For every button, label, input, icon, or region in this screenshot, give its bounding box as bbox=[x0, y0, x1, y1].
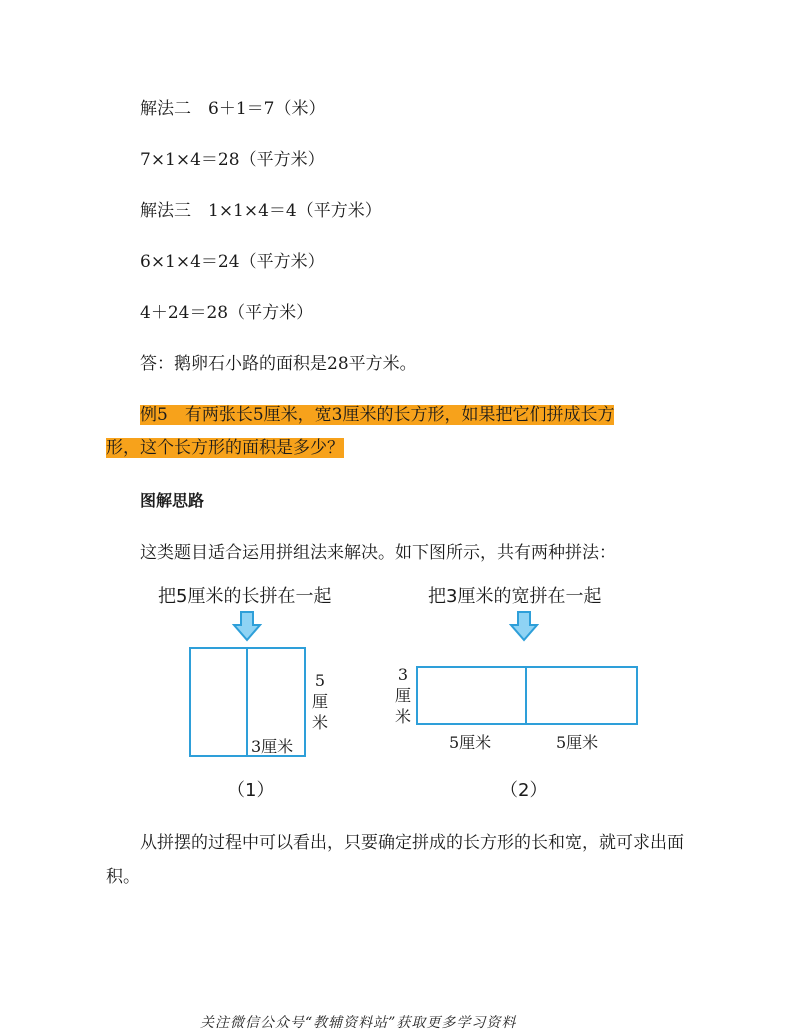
figure2-side-label-char: 米 bbox=[394, 707, 411, 726]
figure2-side-label bbox=[393, 664, 413, 727]
solution2-line1: 解法二 6＋1＝7（米） bbox=[140, 99, 326, 119]
figure2-rectangle bbox=[416, 666, 638, 725]
example5-highlight-2: 形，这个长方形的面积是多少？ bbox=[106, 438, 344, 458]
figure2-bottom-label-right: 5厘米 bbox=[556, 733, 599, 752]
figure1-side-label-char: 5 bbox=[314, 671, 326, 690]
figure1-divider bbox=[246, 647, 248, 757]
example5-line1 bbox=[140, 403, 614, 427]
figure1-side-label-char: 厘 bbox=[311, 692, 328, 711]
figure1-side-label-char: 米 bbox=[311, 713, 328, 732]
figure1-down-arrow-icon bbox=[232, 610, 262, 642]
figure1-number: （1） bbox=[227, 780, 275, 801]
intro-text: 这类题目适合运用拼组法来解决。如下图所示，共有两种拼法： bbox=[140, 543, 616, 563]
example5-highlight-1: 例5 有两张长5厘米，宽3厘米的长方形，如果把它们拼成长方 bbox=[140, 405, 615, 425]
figure1-inner-label: 3厘米 bbox=[251, 737, 294, 756]
figure2-caption: 把3厘米的宽拼在一起 bbox=[428, 586, 602, 607]
solution3-line3: 4＋24＝28（平方米） bbox=[140, 303, 314, 323]
section-heading: 图解思路 bbox=[140, 491, 205, 510]
figure2-side-label-char: 厘 bbox=[394, 686, 411, 705]
answer-text: 答：鹅卵石小路的面积是28平方米。 bbox=[140, 354, 417, 374]
figure2-divider bbox=[525, 666, 527, 725]
footer-watermark: 关注微信公众号“教辅资料站”获取更多学习资料 bbox=[200, 1015, 517, 1031]
figure1-caption: 把5厘米的长拼在一起 bbox=[158, 586, 332, 607]
figure2-side-label-char: 3 bbox=[397, 665, 409, 684]
solution2-line2: 7×1×4＝28（平方米） bbox=[140, 150, 325, 170]
figure2-down-arrow-icon bbox=[509, 610, 539, 642]
solution3-line2: 6×1×4＝24（平方米） bbox=[140, 252, 325, 272]
conclusion-paragraph: 从拼摆的过程中可以看出，只要确定拼成的长方形的长和宽，就可求出面积。 bbox=[106, 833, 684, 887]
example5-line2 bbox=[106, 436, 344, 460]
figure2-number: （2） bbox=[500, 780, 548, 801]
figure1-side-label bbox=[310, 670, 330, 733]
figure2-bottom-label-left: 5厘米 bbox=[449, 733, 492, 752]
solution3-line1: 解法三 1×1×4＝4（平方米） bbox=[140, 201, 382, 221]
